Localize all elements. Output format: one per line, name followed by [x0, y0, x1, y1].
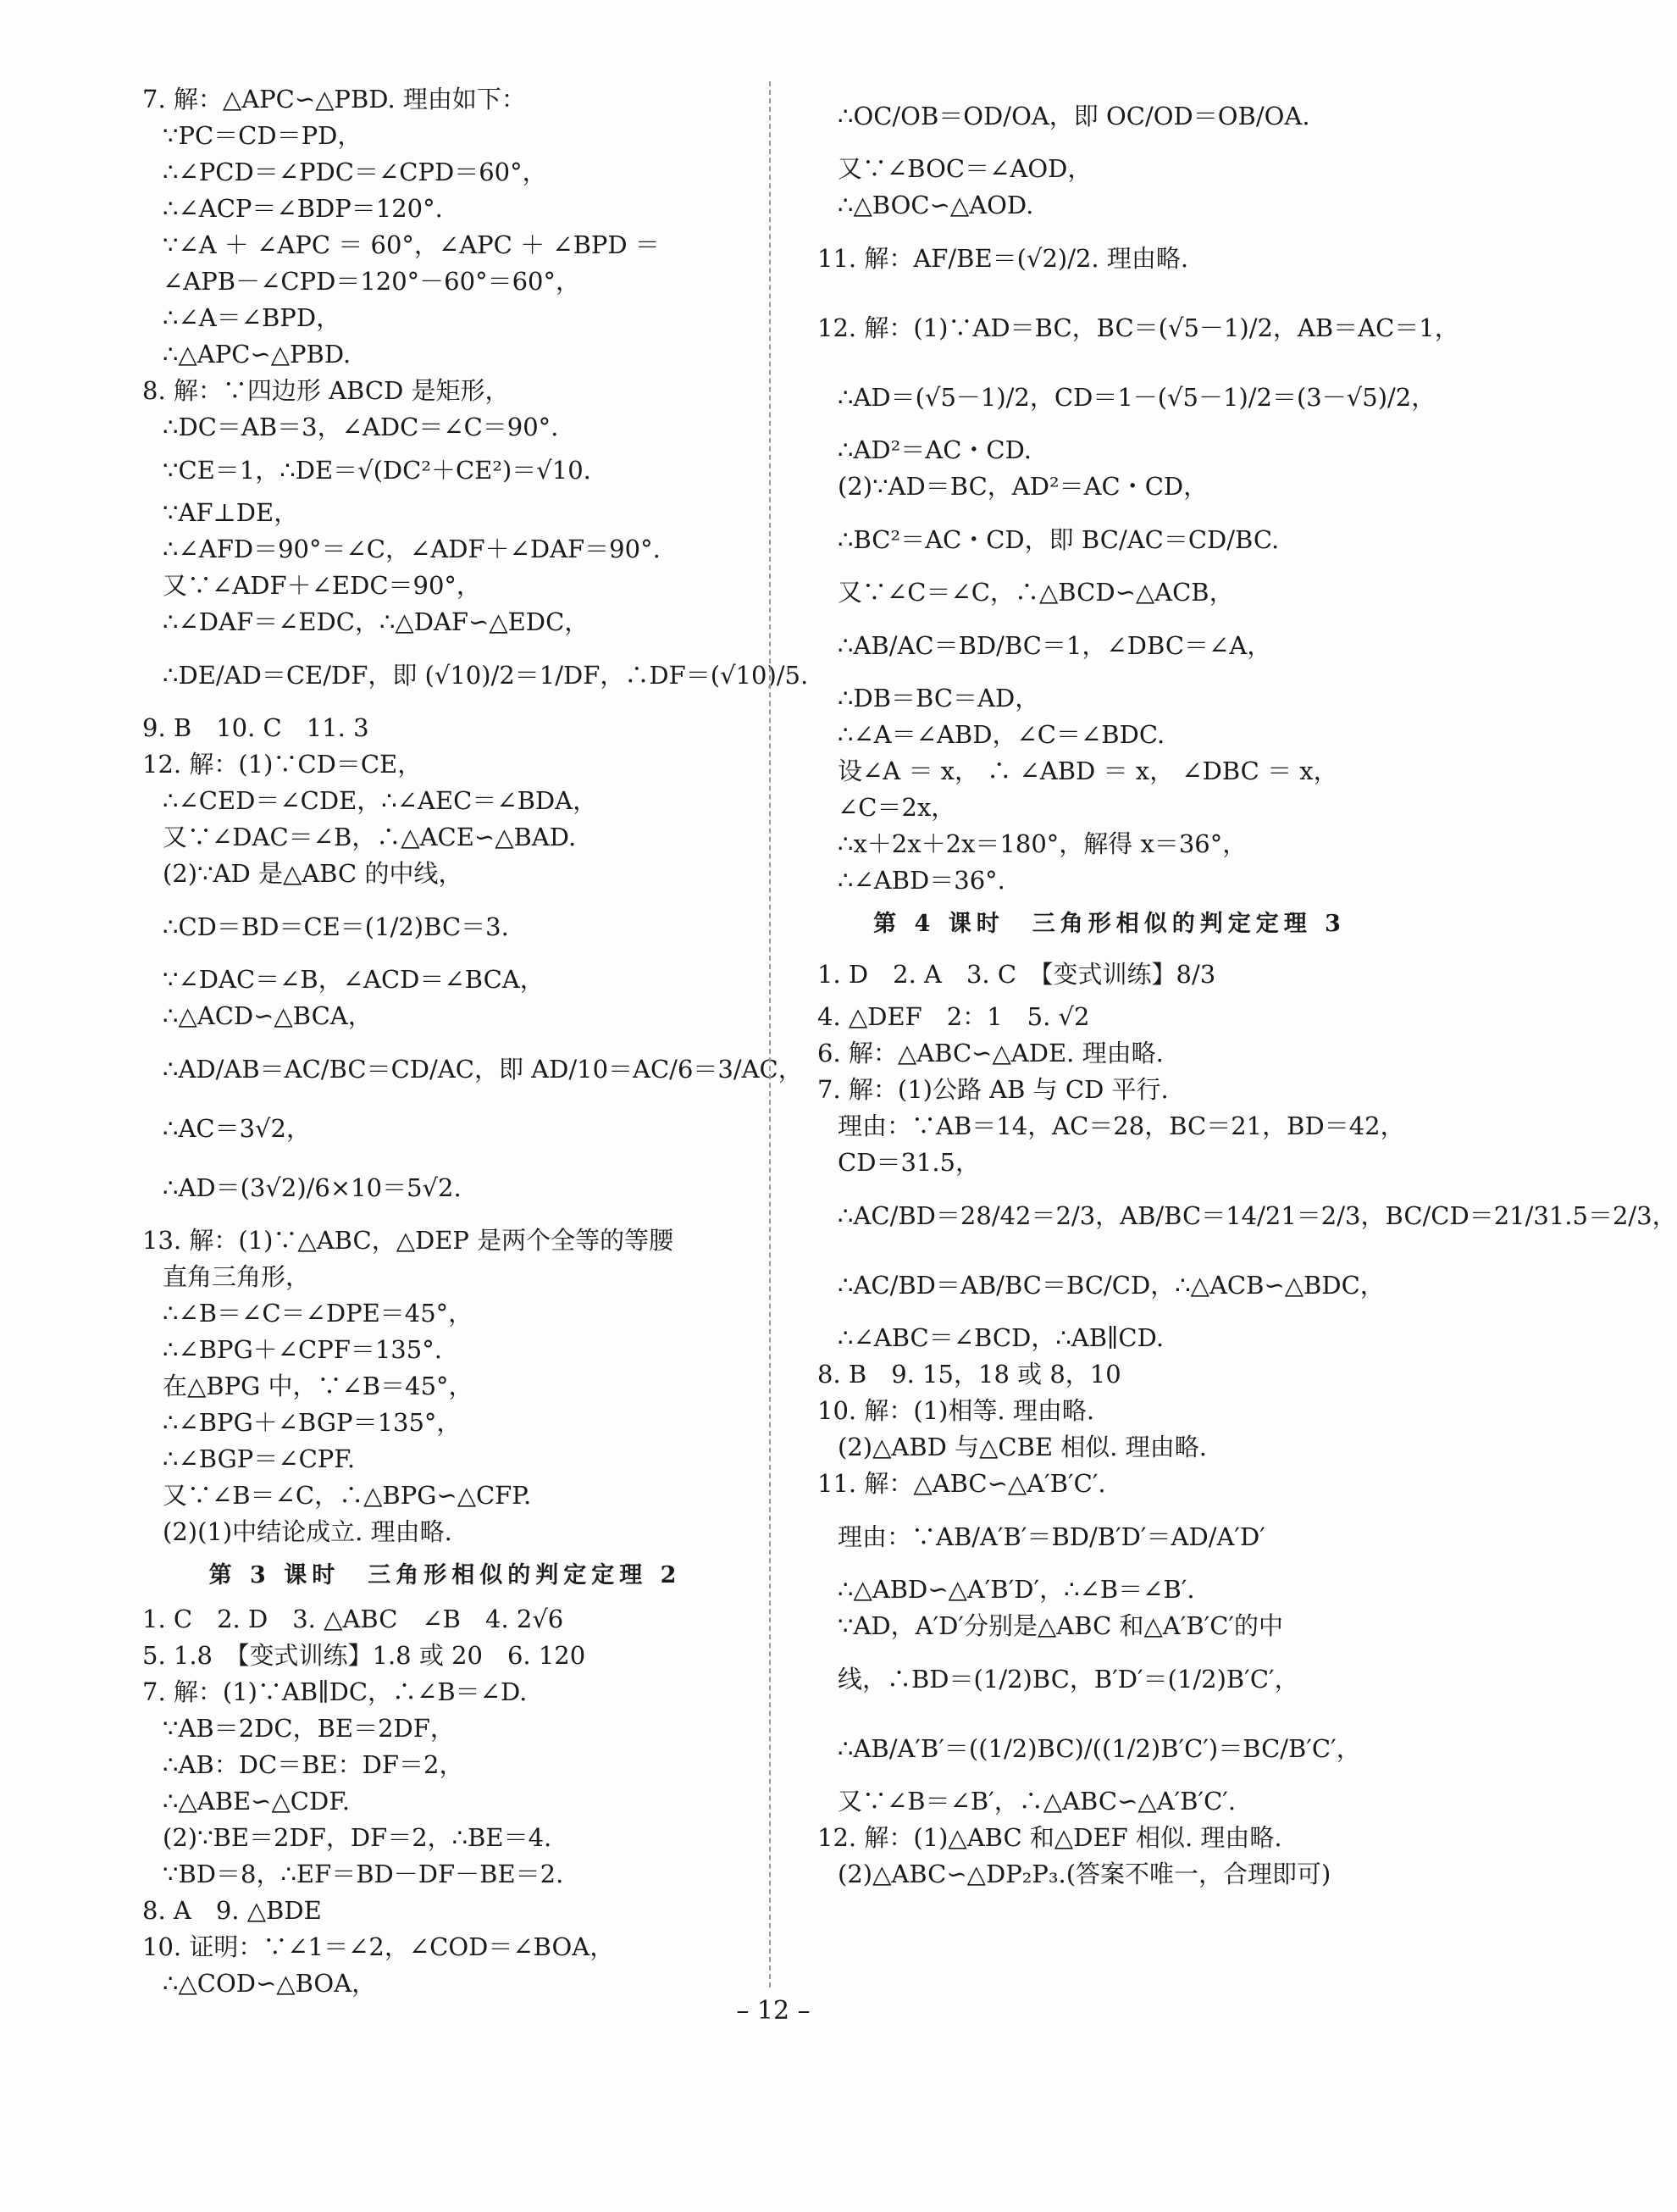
text-line: 理由：∵AB＝14，AC＝28，BC＝21，BD＝42， [838, 1112, 1405, 1140]
text-line: 12. 解：(1)∵CD＝CE， [142, 750, 423, 779]
text-line: ∴DB＝BC＝AD， [838, 684, 1040, 712]
text-line: (2)△ABC∽△DP₂P₃.(答案不唯一，合理即可) [838, 1860, 1331, 1888]
text-line: (2)△ABD 与△CBE 相似. 理由略. [838, 1433, 1207, 1461]
text-line: 又∵∠B＝∠B′，∴△ABC∽△A′B′C′. [838, 1787, 1237, 1816]
text-line: 直角三角形， [163, 1262, 311, 1291]
text-line: ∵AD，A′D′分别是△ABC 和△A′B′C′的中 [838, 1611, 1284, 1640]
text-line: ∴BC²＝AC・CD，即 BC/AC＝CD/BC. [838, 525, 1280, 554]
text-line: 9. B 10. C 11. 3 [142, 713, 369, 742]
text-line: 8. B 9. 15，18 或 8，10 [817, 1360, 1121, 1389]
right-column [817, 81, 1677, 1893]
text-line: ∴∠A＝∠ABD，∠C＝∠BDC. [838, 720, 1165, 749]
text-line: (2)∵AD＝BC，AD²＝AC・CD， [838, 472, 1209, 501]
text-line: ∴∠AFD＝90°＝∠C，∠ADF＋∠DAF＝90°. [163, 535, 661, 563]
text-line: 8. A 9. △BDE [142, 1896, 322, 1925]
page-number: – 12 – [736, 1996, 811, 2026]
text-line: ∴DC＝AB＝3，∠ADC＝∠C＝90°. [163, 413, 559, 441]
text-line: 10. 解：(1)相等. 理由略. [817, 1396, 1095, 1425]
column-divider [769, 81, 771, 1987]
text-line: ∴AC/BD＝28/42＝2/3，AB/BC＝14/21＝2/3，BC/CD＝21/31.5＝2/3， [838, 1201, 1677, 1230]
text-line: 12. 解：(1)△ABC 和△DEF 相似. 理由略. [817, 1823, 1282, 1852]
text-line: ∵BD＝8，∴EF＝BD－DF－BE＝2. [163, 1860, 564, 1888]
text-line: ∴△ABE∽△CDF. [163, 1787, 351, 1816]
text-line: 13. 解：(1)∵△ABC，△DEP 是两个全等的等腰 [142, 1226, 674, 1255]
text-line: 6. 解：△ABC∽△ADE. 理由略. [817, 1039, 1164, 1067]
text-line: ∴△COD∽△BOA， [163, 1969, 377, 1998]
text-line: ∴∠BGP＝∠CPF. [163, 1444, 356, 1473]
text-line: 又∵∠DAC＝∠B，∴△ACE∽△BAD. [163, 823, 577, 851]
text-line: ∴∠A＝∠BPD， [163, 303, 341, 332]
text-line: ∴AB/A′B′＝((1/2)BC)/((1/2)B′C′)＝BC/B′C′， [838, 1734, 1361, 1763]
text-line: ∴∠ACP＝∠BDP＝120°. [163, 194, 443, 223]
text-line: 11. 解：△ABC∽△A′B′C′. [817, 1469, 1106, 1498]
text-line: 7. 解：(1)∵AB∥DC，∴∠B＝∠D. [142, 1677, 528, 1706]
text-line: 1. C 2. D 3. △ABC ∠B 4. 2√6 [142, 1605, 564, 1633]
text-line: 1. D 2. A 3. C 【变式训练】8/3 [817, 960, 1216, 989]
text-line: ∵AF⊥DE， [163, 498, 299, 527]
text-line: 线，∴BD＝(1/2)BC，B′D′＝(1/2)B′C′， [838, 1665, 1299, 1694]
text-line: CD＝31.5， [838, 1148, 981, 1177]
text-line: 设∠A ＝ x， ∴ ∠ABD ＝ x， ∠DBC ＝ x， [838, 757, 1338, 785]
text-line: ∴AB：DC＝BE：DF＝2， [163, 1750, 464, 1779]
text-line: 11. 解：AF/BE＝(√2)/2. 理由略. [817, 244, 1189, 273]
text-line: ∴∠BPG＋∠CPF＝135°. [163, 1335, 442, 1364]
text-line: 在△BPG 中，∵∠B＝45°， [163, 1372, 473, 1400]
text-line: 12. 解：(1)∵AD＝BC，BC＝(√5－1)/2，AB＝AC＝1， [817, 313, 1459, 342]
text-line: ∠APB－∠CPD＝120°－60°＝60°， [163, 267, 580, 296]
left-column [142, 81, 809, 2002]
text-line: ∴AD＝(√5－1)/2，CD＝1－(√5－1)/2＝(3－√5)/2， [838, 383, 1436, 412]
text-line: ∴AD/AB＝AC/BC＝CD/AC，即 AD/10＝AC/6＝3/AC， [163, 1055, 803, 1084]
text-line: ∵AB＝2DC，BE＝2DF， [163, 1714, 455, 1743]
text-line: ∴∠PCD＝∠PDC＝∠CPD＝60°， [163, 158, 547, 186]
text-line: ∴x＋2x＋2x＝180°，解得 x＝36°， [838, 829, 1248, 858]
text-line: ∴AC＝3√2， [163, 1114, 311, 1143]
text-line: 8. 解：∵四边形 ABCD 是矩形， [142, 376, 510, 405]
text-line: ∴DE/AD＝CE/DF，即 (√10)/2＝1/DF，∴DF＝(√10)/5. [163, 661, 809, 690]
text-line: ∴△ABD∽△A′B′D′，∴∠B＝∠B′. [838, 1575, 1195, 1604]
text-line: ∴△APC∽△PBD. [163, 340, 351, 369]
text-line: 又∵∠ADF＋∠EDC＝90°， [163, 571, 481, 600]
text-line: 5. 1.8 【变式训练】1.8 或 20 6. 120 [142, 1641, 586, 1670]
text-line: ∴AB/AC＝BD/BC＝1，∠DBC＝∠A， [838, 631, 1272, 660]
text-line: ∵PC＝CD＝PD， [163, 121, 363, 150]
text-line: ∵∠DAC＝∠B，∠ACD＝∠BCA， [163, 965, 545, 994]
text-line: 又∵∠B＝∠C，∴△BPG∽△CFP. [163, 1481, 532, 1510]
text-line: ∴OC/OB＝OD/OA，即 OC/OD＝OB/OA. [838, 102, 1310, 130]
text-line: ∴∠DAF＝∠EDC，∴△DAF∽△EDC， [163, 607, 589, 636]
text-line: ∴∠ABD＝36°. [838, 866, 1005, 895]
text-line: ∴∠BPG＋∠BGP＝135°， [163, 1408, 462, 1437]
text-line: ∵CE＝1，∴DE＝√(DC²＋CE²)＝√10. [163, 456, 591, 485]
text-line: ∴∠CED＝∠CDE，∴∠AEC＝∠BDA， [163, 786, 598, 815]
text-line: ∴CD＝BD＝CE＝(1/2)BC＝3. [163, 912, 509, 941]
text-line: ∠C＝2x， [838, 793, 956, 822]
text-line: ∴AC/BD＝AB/BC＝BC/CD，∴△ACB∽△BDC， [838, 1271, 1385, 1300]
text-line: (2)∵AD 是△ABC 的中线， [163, 859, 463, 888]
text-line: ∴△ACD∽△BCA， [163, 1001, 373, 1030]
text-line: 理由：∵AB/A′B′＝BD/B′D′＝AD/A′D′ [838, 1522, 1265, 1551]
text-line: ∴△BOC∽△AOD. [838, 191, 1034, 219]
section-heading: 第 3 课时 三角形相似的判定定理 2 [208, 1562, 682, 1588]
text-line: ∴∠B＝∠C＝∠DPE＝45°， [163, 1299, 473, 1328]
text-line: 4. △DEF 2：1 5. √2 [817, 1002, 1090, 1031]
text-line: 又∵∠BOC＝∠AOD， [838, 154, 1093, 183]
text-line: 10. 证明：∵∠1＝∠2，∠COD＝∠BOA， [142, 1932, 615, 1961]
text-line: 又∵∠C＝∠C，∴△BCD∽△ACB， [838, 578, 1234, 607]
text-line: ∴AD²＝AC・CD. [838, 435, 1032, 464]
text-line: ∵∠A ＋ ∠APC ＝ 60°，∠APC ＋ ∠BPD ＝ [163, 230, 660, 259]
text-line: 7. 解：△APC∽△PBD. 理由如下： [142, 85, 526, 114]
text-line: (2)∵BE＝2DF，DF＝2，∴BE＝4. [163, 1823, 552, 1852]
section-heading: 第 4 课时 三角形相似的判定定理 3 [873, 911, 1346, 937]
text-line: ∴AD＝(3√2)/6×10＝5√2. [163, 1173, 462, 1202]
text-line: 7. 解：(1)公路 AB 与 CD 平行. [817, 1075, 1169, 1104]
text-line: (2)(1)中结论成立. 理由略. [163, 1517, 452, 1546]
text-line: ∴∠ABC＝∠BCD，∴AB∥CD. [838, 1323, 1165, 1352]
